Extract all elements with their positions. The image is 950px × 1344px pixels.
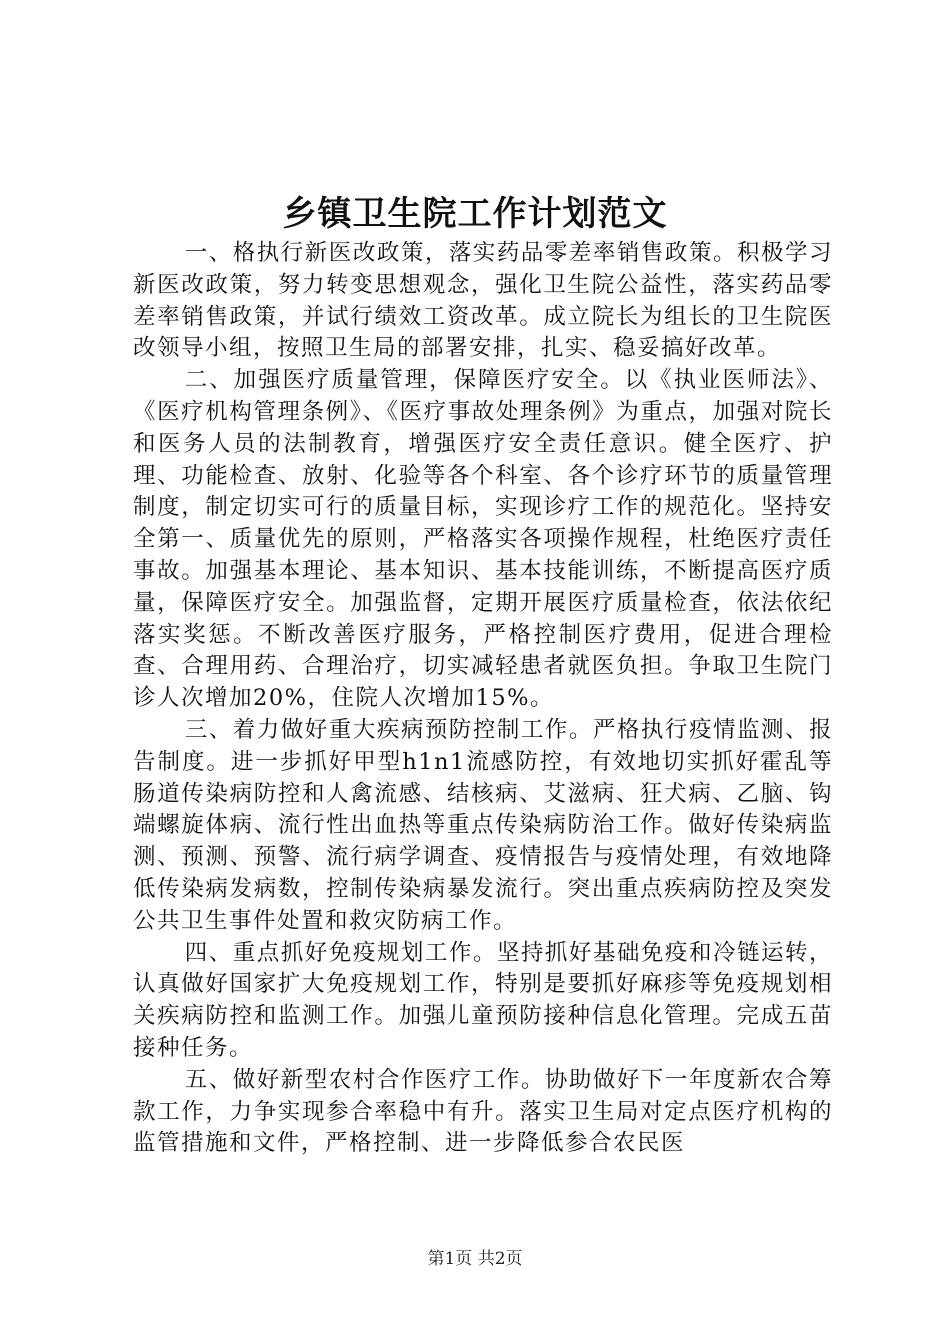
document-body: [133, 238, 833, 1160]
document-title: 乡镇卫生院工作计划范文: [282, 194, 668, 234]
paragraph-4: 四、重点抓好免疫规划工作。坚持抓好基础免疫和冷链运转，认真做好国家扩大免疫规划工作，特别是要抓好麻疹等免疫规划相关疾病防控和监测工作。加强儿童预防接种信息化管理。完成五苗接种任务。: [133, 939, 833, 1061]
paragraph-5: 五、做好新型农村合作医疗工作。协助做好下一年度新农合筹款工作，力争实现参合率稳中有升。落实卫生局对定点医疗机构的监管措施和文件，严格控制、进一步降低参合农民医: [133, 1066, 833, 1157]
paragraph-3: 三、着力做好重大疾病预防控制工作。严格执行疫情监测、报告制度。进一步抓好甲型h1n1流感防控，有效地切实抓好霍乱等肠道传染病防控和人禽流感、结核病、艾滋病、狂犬病、乙脑、钩端螺旋体病、流行性出血热等重点传染病防治工作。做好传染病监测、预测、预警、流行病学调查、疫情报告与疫情处理，有效地降低传染病发病数，控制传染病暴发流行。突出重点疾病防控及突发公共卫生事件处置和救灾防病工作。: [133, 716, 833, 934]
page-footer: 第1页 共2页: [427, 1249, 523, 1269]
paragraph-2: 二、加强医疗质量管理，保障医疗安全。以《执业医师法》、《医疗机构管理条例》、《医疗事故处理条例》为重点，加强对院长和医务人员的法制教育，增强医疗安全责任意识。健全医疗、护理、功能检查、放射、化验等各个科室、各个诊疗环节的质量管理制度，制定切实可行的质量目标，实现诊疗工作的规范化。坚持安全第一、质量优先的原则，严格落实各项操作规程，杜绝医疗责任事故。加强基本理论、基本知识、基本技能训练，不断提高医疗质量，保障医疗安全。加强监督，定期开展医疗质量检查，依法依纪落实奖惩。不断改善医疗服务，严格控制医疗费用，促进合理检查、合理用药、合理治疗，切实减轻患者就医负担。争取卫生院门诊人次增加20%，住院人次增加15%。: [133, 367, 833, 712]
paragraph-1: 一、格执行新医改政策，落实药品零差率销售政策。积极学习新医改政策，努力转变思想观念，强化卫生院公益性，落实药品零差率销售政策，并试行绩效工资改革。成立院长为组长的卫生院医改领导小组，按照卫生局的部署安排，扎实、稳妥搞好改革。: [133, 240, 833, 362]
